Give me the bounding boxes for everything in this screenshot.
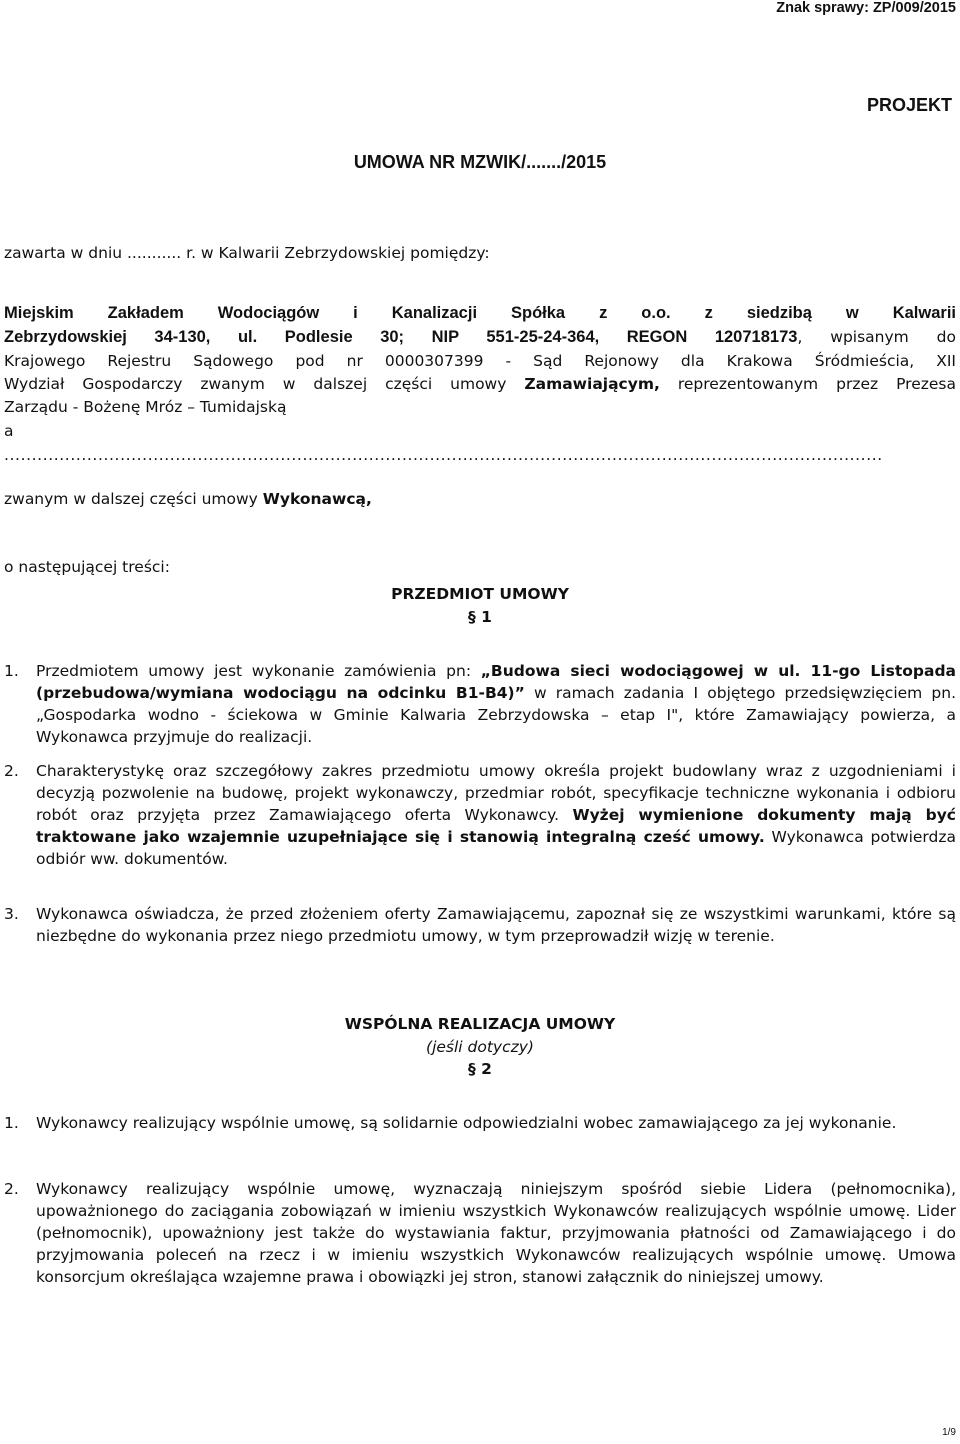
concluded-line: zawarta w dniu ........... r. w Kalwarii Zebrzydowskiej pomiędzy:	[4, 244, 490, 262]
item-bold-text: „Budowa sieci wodociągowej w ul. 11-go Listopada (przebudowa/wymiana wodociągu na odcinku B1-B4)”	[36, 662, 956, 702]
and-word: a	[4, 422, 14, 440]
following-line: o następującej treści:	[4, 558, 170, 576]
item-number: 2.	[4, 762, 19, 780]
page-number: 1/9	[942, 1427, 956, 1438]
projekt-label: PROJEKT	[866, 95, 952, 115]
party2-line	[4, 488, 956, 510]
agreement-title: UMOWA NR MZWIK/......./2015	[353, 152, 607, 172]
party2-role: Wykonawcą,	[262, 490, 372, 508]
item-text: Wykonawcy realizujący wspólnie umowę, są solidarnie odpowiedzialni wobec zamawiającego za jej wykonanie.	[36, 1114, 897, 1132]
section1-title: PRZEDMIOT UMOWY	[391, 585, 569, 603]
party1-line2	[4, 326, 956, 348]
section1-item-2	[4, 760, 956, 870]
section2-title: WSPÓLNA REALIZACJA UMOWY	[344, 1015, 616, 1033]
item-text: w ramach zadania I objętego przedsięwzięciem pn. „Gospodarka wodno - ściekowa w Gminie Kalwaria Zebrzydowska – etap I", które Zamawiający powierza, a Wykonawca przyjmuje do realizacji.	[36, 684, 956, 746]
section2-item-1	[4, 1112, 956, 1134]
item-number: 1.	[4, 1114, 19, 1132]
section2-paragraph: § 2	[468, 1060, 492, 1078]
section1-paragraph: § 1	[468, 608, 492, 626]
party1-line1: Miejskim Zakładem Wodociągów i Kanalizacji Spółka z o.o. z siedzibą w Kalwarii	[4, 304, 956, 322]
item-text: Wykonawca potwierdza odbiór ww. dokumentów.	[36, 828, 956, 868]
party2-pre: zwanym w dalszej części umowy	[4, 490, 263, 508]
party1-line4	[4, 373, 956, 395]
party2-dots: ...............................................................................................................................................................	[4, 446, 883, 464]
party1-line3: Krajowego Rejestru Sądowego pod nr 0000307399 - Sąd Rejonowy dla Krakowa Śródmieścia, XII	[4, 352, 956, 370]
item-number: 2.	[4, 1180, 19, 1198]
party1-line4-pre: Wydział Gospodarczy zwanym w dalszej części umowy	[4, 375, 525, 393]
section2-subtitle: (jeśli dotyczy)	[426, 1038, 534, 1056]
item-number: 1.	[4, 662, 19, 680]
party1-line2-rest: , wpisanym do	[797, 328, 956, 346]
section1-item-1	[4, 660, 956, 748]
section2-item-2	[4, 1178, 956, 1288]
item-text: Wykonawcy realizujący wspólnie umowę, wyznaczają niniejszym spośród siebie Lidera (pełnomocnika), upoważnionego do zaciągania zobowiązań w imieniu wszystkich Wykonawców realizujących wspólnie umowę. Lider (pełnomocnik), upoważniony jest także do wystawiania faktur, przyjmowania płatności od Zamawiającego i do przyjmowania poleceń na rzecz i w imieniu wszystkich Wykonawców realizujących wspólnie umowę. Umowa konsorcjum określająca wzajemne prawa i obowiązki jej stron, stanowi załącznik do niniejszej umowy.	[36, 1180, 956, 1286]
item-text: Przedmiotem umowy jest wykonanie zamówienia pn:	[36, 662, 481, 680]
item-bold-text: Wyżej wymienione dokumenty mają być traktowane jako wzajemnie uzupełniające się i stanowią integralną cześć umowy.	[36, 806, 956, 846]
item-text: Charakterystykę oraz szczegółowy zakres przedmiotu umowy określa projekt budowlany wraz z uzgodnieniami i decyzją pozwolenie na budowę, projekt wykonawczy, przedmiar robót, specyfikacje techniczne wykonania i odbioru robót oraz przyjęta przez Zamawiającego oferta Wykonawcy.	[36, 762, 956, 824]
case-number: Znak sprawy: ZP/009/2015	[776, 0, 956, 16]
item-number: 3.	[4, 905, 19, 923]
party1-line5: Zarządu - Bożenę Mróz – Tumidajską	[4, 398, 287, 416]
section1-item-3	[4, 903, 956, 947]
party1-role: Zamawiającym,	[524, 375, 660, 393]
item-text: Wykonawca oświadcza, że przed złożeniem oferty Zamawiającemu, zapoznał się ze wszystkimi warunkami, które są niezbędne do wykonania przez niego przedmiotu umowy, w tym przeprowadził wizję w terenie.	[36, 905, 956, 945]
party1-address: Zebrzydowskiej 34-130, ul. Podlesie 30; NIP 551-25-24-364, REGON 120718173	[4, 328, 798, 346]
party1-line4-post: reprezentowanym przez Prezesa	[659, 375, 956, 393]
